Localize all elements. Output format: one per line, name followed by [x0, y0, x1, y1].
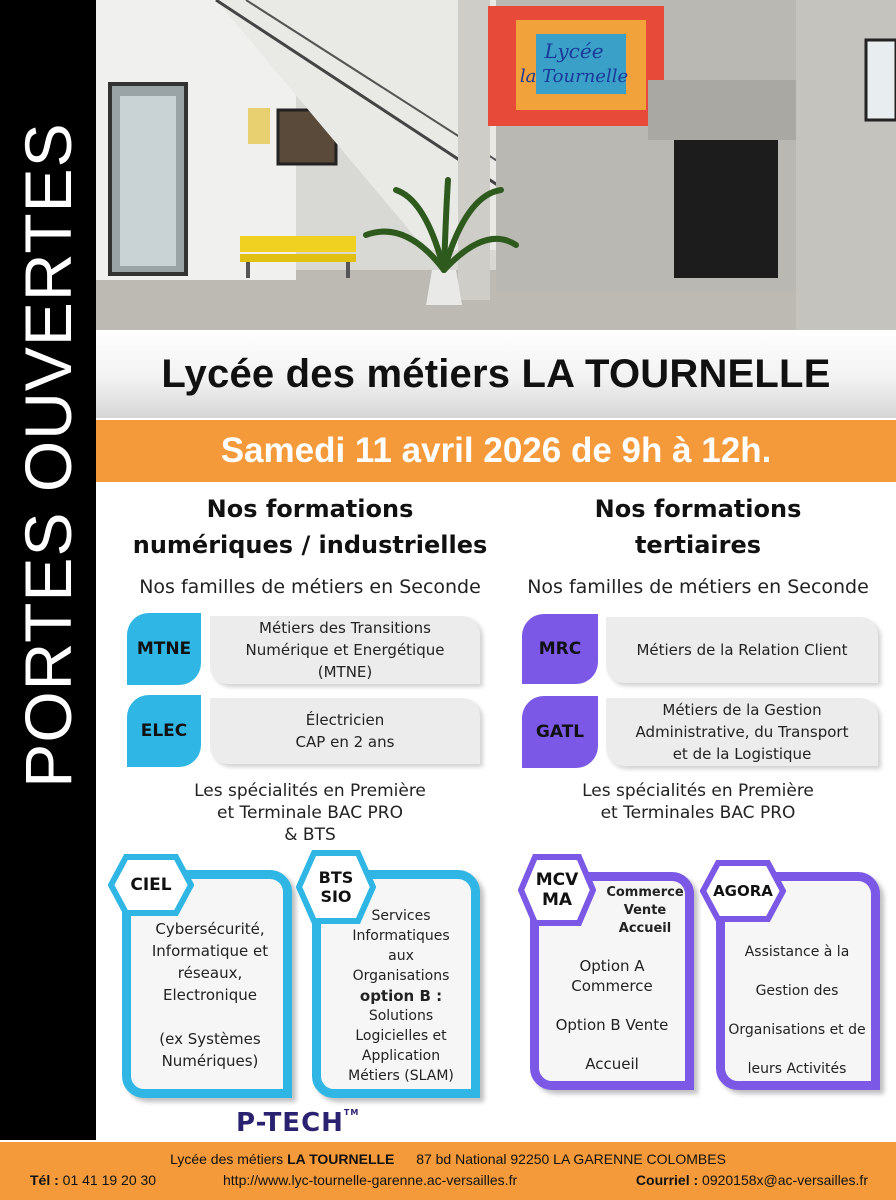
bts-line3: aux [388, 948, 414, 964]
mrc-line1: Métiers de la Relation Client [636, 641, 848, 659]
mcv-sub-line3: Accueil [618, 921, 672, 936]
agora-line2: Gestion des [755, 983, 839, 999]
ptech-logo [236, 1108, 359, 1138]
footer-phone [30, 1172, 156, 1188]
ciel-line7: Numériques) [161, 1052, 259, 1070]
footer-school-name: LA TOURNELLE [287, 1151, 395, 1167]
bts-opt-line3: Application [361, 1048, 441, 1064]
bts-line4: Organisations [352, 968, 450, 984]
mcv-sub-line2: Vente [623, 903, 667, 918]
right-title-line1: Nos formations [594, 495, 802, 523]
footer-line1 [0, 1151, 896, 1167]
mcv-code-line2: MA [541, 890, 573, 910]
mtne-code: MTNE [127, 613, 201, 685]
gatl-line1: Métiers de la Gestion [662, 701, 822, 719]
left-spec-line2: et Terminale BAC PRO [217, 803, 403, 823]
elec-code: ELEC [127, 695, 201, 767]
bts-sio-text [338, 906, 464, 1086]
left-spec-line3: & BTS [284, 825, 336, 845]
event-date-band [96, 420, 896, 482]
footer-tel: 01 41 19 20 30 [62, 1172, 157, 1188]
agora-code: AGORA [713, 882, 773, 900]
right-specialties-heading [518, 780, 878, 824]
footer-email-label: Courriel : [635, 1172, 699, 1188]
ciel-line3: réseaux, [177, 964, 243, 982]
elec-line2: CAP en 2 ans [295, 733, 395, 751]
portes-ouvertes-title: PORTES OUVERTES [11, 122, 85, 788]
mrc-description [606, 617, 878, 683]
agora-line4: leurs Activités [747, 1061, 847, 1077]
gatl-line2: Administrative, du Transport [635, 723, 849, 741]
footer [0, 1142, 896, 1200]
gatl-code: GATL [522, 696, 598, 768]
bts-opt-line2: Logicielles et [355, 1028, 447, 1044]
ciel-text [138, 918, 282, 1072]
bts-line1: Services [371, 908, 431, 924]
event-date: Samedi 11 avril 2026 de 9h à 12h. [220, 431, 772, 470]
school-name: Lycée des métiers LA TOURNELLE [161, 351, 831, 396]
right-families-heading: Nos familles de métiers en Seconde [527, 576, 869, 598]
left-column-title [110, 491, 510, 563]
mtne-line2: Numérique et Energétique [245, 641, 445, 659]
right-title-line2: tertiaires [634, 531, 762, 559]
mcv-line1: Option A [579, 957, 645, 975]
mtne-line3: (MTNE) [317, 663, 373, 681]
ptech-logo-text: P-TECH [236, 1108, 344, 1138]
agora-line1: Assistance à la [744, 944, 850, 960]
mcv-line6: Accueil [585, 1055, 639, 1073]
right-spec-line1: Les spécialités en Première [582, 781, 814, 801]
bts-code-line2: SIO [320, 887, 352, 906]
hero-photo [96, 0, 896, 330]
gatl-line3: et de la Logistique [672, 745, 812, 763]
footer-school-prefix: Lycée des métiers [170, 1151, 288, 1167]
bts-code-line1: BTS [318, 868, 354, 887]
left-families-heading: Nos familles de métiers en Seconde [139, 576, 481, 598]
elec-line1: Électricien [305, 711, 385, 729]
agora-badge [700, 860, 786, 922]
gatl-description [606, 698, 878, 766]
bts-opt-line1: Solutions [368, 1008, 434, 1024]
ciel-line2: Informatique et [151, 942, 269, 960]
mcv-ma-text [542, 956, 682, 1074]
mcv-line4: Option B Vente [555, 1016, 669, 1034]
footer-tel-label: Tél : [30, 1172, 59, 1188]
ciel-badge [108, 854, 194, 916]
left-specialties-heading [130, 780, 490, 846]
mrc-code: MRC [522, 614, 598, 684]
mcv-ma-subtitle [600, 884, 690, 938]
mtne-description [210, 616, 480, 684]
bts-option-label: option B : [359, 987, 443, 1005]
footer-address: 87 bd National 92250 LA GARENNE COLOMBES [416, 1151, 726, 1167]
footer-website[interactable]: http://www.lyc-tournelle-garenne.ac-versailles.fr [223, 1172, 518, 1188]
ciel-line4: Electronique [163, 986, 257, 1004]
elec-description [210, 698, 480, 764]
left-spec-line1: Les spécialités en Première [194, 781, 426, 801]
mural-text-line1: Lycée [544, 39, 604, 63]
ciel-code: CIEL [130, 875, 172, 895]
ciel-line1: Cybersécurité, [155, 920, 265, 938]
mcv-line3 [542, 996, 682, 1015]
mtne-line1: Métiers des Transitions [259, 619, 431, 637]
mural-text-line2: la Tournelle [519, 66, 629, 87]
bts-opt-line4: Métiers (SLAM) [348, 1068, 454, 1084]
ciel-line6: (ex Systèmes [159, 1030, 261, 1048]
footer-email-address: 0920158x@ac-versailles.fr [702, 1172, 868, 1188]
school-name-band [96, 330, 896, 418]
right-spec-line2: et Terminales BAC PRO [600, 803, 796, 823]
mcv-code-line1: MCV [535, 870, 579, 890]
left-title-line1: Nos formations [206, 495, 414, 523]
mcv-line5 [542, 1035, 682, 1054]
agora-text [720, 933, 874, 1089]
ptech-logo-mark: TM [343, 1108, 360, 1117]
mcv-ma-badge [518, 854, 596, 926]
agora-line3: Organisations et de [728, 1022, 866, 1038]
mcv-sub-line1: Commerce [606, 885, 684, 900]
right-column-title [508, 491, 888, 563]
bts-line2: Informatiques [352, 928, 450, 944]
ciel-line5 [138, 1006, 282, 1028]
footer-email[interactable] [636, 1172, 868, 1188]
left-title-line2: numériques / industrielles [132, 531, 488, 559]
mcv-line2: Commerce [571, 977, 653, 995]
